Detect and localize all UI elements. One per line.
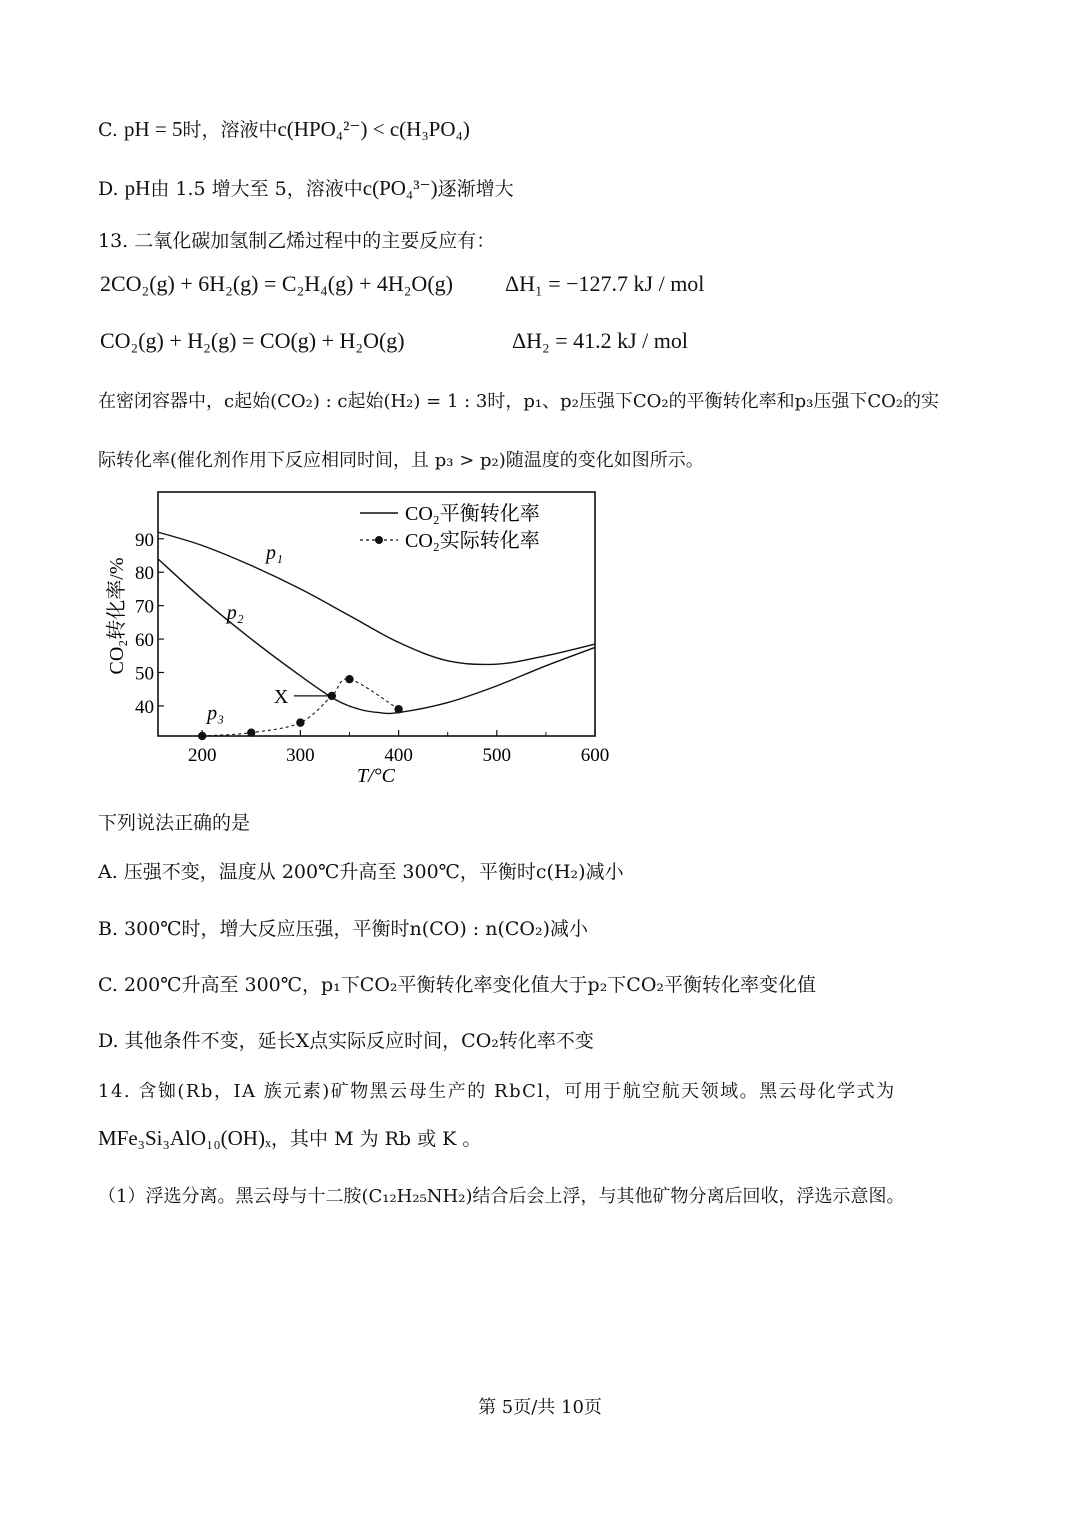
y-tick-label: 60 bbox=[135, 630, 154, 652]
q13-condition-1: 在密闭容器中，c起始(CO₂) : c起始(H₂) = 1 : 3时，p₁、p₂压强下CO₂的平衡转化率和p₃压强下CO₂的实 bbox=[98, 391, 940, 412]
delta-h-2: ΔH₂ = 41.2 kJ / mol bbox=[512, 328, 689, 353]
data-point bbox=[345, 675, 353, 683]
x-point-label: X bbox=[273, 685, 289, 708]
series-label: p₃ bbox=[207, 702, 225, 725]
option-c-ph: pH = 5 bbox=[123, 117, 183, 141]
q14-line-2 bbox=[98, 1124, 481, 1151]
option-c bbox=[98, 115, 470, 142]
option-c-label: C. bbox=[98, 119, 118, 141]
q14-line-3: （1）浮选分离。黑云母与十二胺(C₁₂H₂₅NH₂)结合后会上浮，与其他矿物分离后回收，浮选示意图。 bbox=[98, 1186, 905, 1207]
option-d-expr: c(PO₄³⁻) bbox=[362, 176, 438, 200]
x-tick-label: 300 bbox=[286, 745, 315, 766]
reaction-2: CO₂(g) + H₂(g) = CO(g) + H₂O(g) bbox=[100, 328, 405, 353]
q13-title: 13. 二氧化碳加氢制乙烯过程中的主要反应有： bbox=[98, 230, 496, 252]
reaction-1: 2CO₂(g) + 6H₂(g) = C₂H₄(g) + 4H₂O(g) bbox=[100, 271, 453, 296]
legend-actual: CO₂实际转化率 bbox=[405, 530, 540, 552]
q13-option-d: D. 其他条件不变，延长X点实际反应时间，CO₂转化率不变 bbox=[98, 1030, 594, 1052]
x-tick-label: 200 bbox=[187, 745, 217, 766]
x-tick-label: 500 bbox=[482, 745, 512, 766]
co2-conversion-chart bbox=[98, 480, 618, 792]
delta-h-1: ΔH₁ = −127.7 kJ / mol bbox=[505, 271, 705, 296]
data-point bbox=[198, 732, 206, 740]
actual-curve-p3 bbox=[202, 679, 398, 736]
q14-line-1: 14. 含铷(Rb，ⅠA 族元素)矿物黑云母生产的 RbCl，可用于航空航天领域。黑云母化学式为 bbox=[98, 1081, 896, 1102]
series-label: p₁ bbox=[266, 541, 283, 564]
series-label: p₂ bbox=[226, 602, 244, 625]
x-axis-label: T/°C bbox=[356, 765, 396, 787]
q14-line-2-text: ，其中 M 为 Rb 或 K 。 bbox=[271, 1128, 482, 1150]
option-d-text: 由 1.5 增大至 5，溶液中 bbox=[150, 178, 363, 200]
legend-equilibrium: CO₂平衡转化率 bbox=[405, 503, 540, 525]
option-d-text3: 逐渐增大 bbox=[437, 178, 514, 200]
option-c-text: 时，溶液中 bbox=[182, 119, 278, 141]
option-d-ph: pH bbox=[124, 176, 151, 200]
q13-option-a: A. 压强不变，温度从 200℃升高至 300℃，平衡时c(H₂)减小 bbox=[98, 861, 624, 883]
legend-dot bbox=[375, 536, 383, 544]
option-d bbox=[98, 174, 514, 201]
q13-condition-2: 际转化率(催化剂作用下反应相同时间，且 p₃ > p₂)随温度的变化如图所示。 bbox=[98, 450, 704, 471]
y-tick-label: 70 bbox=[135, 596, 154, 618]
data-point bbox=[247, 728, 255, 736]
y-tick-label: 40 bbox=[135, 696, 154, 718]
x-tick-label: 400 bbox=[384, 745, 413, 766]
data-point bbox=[296, 718, 304, 726]
y-tick-label: 80 bbox=[135, 563, 154, 585]
q13-option-b: B. 300℃时，增大反应压强，平衡时n(CO) : n(CO₂)减小 bbox=[98, 918, 589, 940]
y-tick-label: 90 bbox=[135, 529, 154, 551]
q13-ask: 下列说法正确的是 bbox=[98, 812, 251, 834]
option-d-label: D. bbox=[98, 178, 119, 200]
plot-frame bbox=[158, 492, 595, 736]
page-footer: 第 5页/共 10页 bbox=[478, 1397, 602, 1418]
q13-option-c: C. 200℃升高至 300℃，p₁下CO₂平衡转化率变化值大于p₂下CO₂平衡转化率变化值 bbox=[98, 974, 817, 996]
x-tick-label: 600 bbox=[580, 745, 610, 766]
y-tick-label: 50 bbox=[135, 663, 154, 685]
option-c-expr: c(HPO₄²⁻) < c(H₃PO₄) bbox=[277, 117, 470, 141]
equilibrium-curve-p2 bbox=[158, 559, 595, 714]
q14-formula: MFe₃Si₃AlO₁₀(OH)ₓ bbox=[98, 1126, 272, 1150]
data-point bbox=[394, 705, 402, 713]
y-axis-label: CO₂转化率/% bbox=[106, 557, 128, 675]
